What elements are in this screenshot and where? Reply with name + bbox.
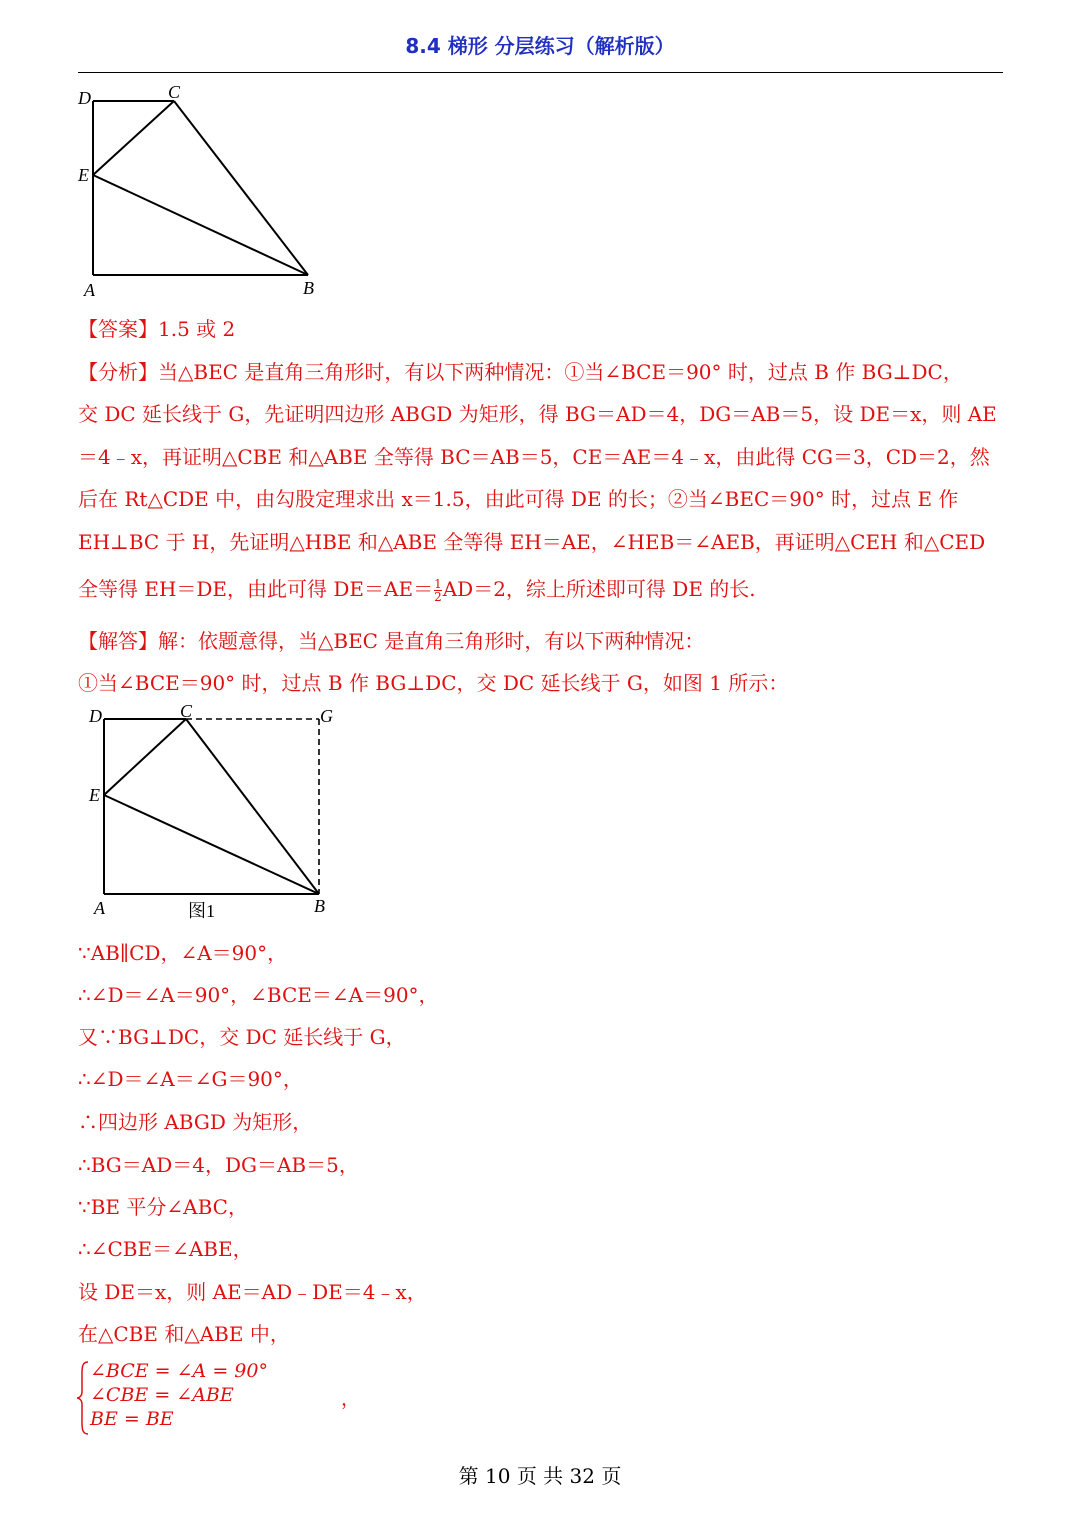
- analysis-line-4: 后在 Rt△CDE 中，由勾股定理求出 x＝1.5，由此可得 DE 的长；②当∠BEC＝90° 时，过点 E 作: [78, 487, 959, 511]
- system-row-3: BE = BE: [90, 1408, 174, 1430]
- fig1-label-e: E: [78, 165, 89, 185]
- solution-tag: 【解答】: [78, 629, 158, 653]
- solution-step-9: 设 DE＝x，则 AE＝AD﹣DE＝4﹣x，: [78, 1280, 427, 1304]
- analysis-line-2: 交 DC 延长线于 G，先证明四边形 ABGD 为矩形，得 BG＝AD＝4，DG＝AB＝5，设 DE＝x，则 AE: [78, 402, 997, 426]
- analysis-line-6: [78, 573, 756, 603]
- page-footer: 第 10 页 共 32 页: [458, 1464, 622, 1488]
- fig1-label-c: C: [168, 82, 181, 102]
- analysis-text-6b: AD＝2，综上所述即可得 DE 的长.: [442, 577, 756, 601]
- fig2-label-e: E: [89, 785, 100, 805]
- fig2-label-b: B: [314, 896, 325, 916]
- fraction-one-half: $\frac{1}{2}$: [434, 577, 442, 604]
- analysis-line-5: EH⊥BC 于 H，先证明△HBE 和△ABE 全等得 EH＝AE，∠HEB＝∠AEB，再证明△CEH 和△CED: [78, 530, 986, 554]
- fig2-label-g: G: [320, 706, 333, 726]
- figure-1: [74, 82, 334, 302]
- fig1-label-a: A: [84, 280, 95, 300]
- system-row-1: ∠BCE = ∠A = 90°: [90, 1360, 268, 1382]
- solution-step-2: ∴∠D＝∠A＝90°，∠BCE＝∠A＝90°，: [78, 983, 439, 1007]
- solution-step-8: ∴∠CBE＝∠ABE，: [78, 1237, 253, 1261]
- solution-case-1: ①当∠BCE＝90° 时，过点 B 作 BG⊥DC，交 DC 延长线于 G，如图 1 所示：: [78, 671, 789, 695]
- page-header-title: 8.4 梯形 分层练习（解析版）: [405, 34, 675, 58]
- solution-step-10: 在△CBE 和△ABE 中，: [78, 1322, 290, 1346]
- left-brace: [76, 1360, 90, 1436]
- system-row-2: ∠CBE = ∠ABE: [90, 1384, 234, 1406]
- solution-step-3: 又∵BG⊥DC，交 DC 延长线于 G，: [78, 1025, 406, 1049]
- analysis-tag: 【分析】: [78, 360, 158, 384]
- equation-system: [76, 1360, 361, 1440]
- solution-line-intro: [78, 625, 704, 654]
- solution-step-7: ∵BE 平分∠ABC，: [78, 1195, 248, 1219]
- solution-step-4: ∴∠D＝∠A＝∠G＝90°，: [78, 1067, 303, 1091]
- analysis-line-3: ＝4﹣x，再证明△CBE 和△ABE 全等得 BC＝AB＝5，CE＝AE＝4﹣x，由此得 CG＝3，CD＝2，然: [78, 445, 990, 469]
- solution-intro: 解：依题意得，当△BEC 是直角三角形时，有以下两种情况：: [158, 629, 705, 653]
- fig2-label-c: C: [180, 701, 193, 721]
- figure-2: [84, 700, 354, 925]
- answer-tag: 【答案】: [78, 317, 158, 341]
- analysis-line-1: [78, 356, 963, 385]
- answer-text: 1.5 或 2: [158, 317, 236, 341]
- fig2-label-d: D: [89, 706, 102, 726]
- fig2-caption: 图1: [188, 901, 215, 921]
- analysis-text-6a: 全等得 EH＝DE，由此可得 DE＝AE＝: [78, 577, 434, 601]
- header-divider: [78, 72, 1003, 73]
- fig1-label-b: B: [303, 278, 314, 298]
- answer-line: [78, 313, 235, 342]
- fig1-label-d: D: [78, 88, 91, 108]
- solution-step-1: ∵AB∥CD，∠A＝90°，: [78, 941, 288, 965]
- system-comma: ，: [341, 1388, 361, 1410]
- solution-step-5: ∴四边形 ABGD 为矩形，: [78, 1110, 313, 1134]
- fig2-label-a: A: [94, 898, 105, 918]
- analysis-text-1: 当△BEC 是直角三角形时，有以下两种情况：①当∠BCE＝90° 时，过点 B 作 BG⊥DC，: [158, 360, 963, 384]
- solution-step-6: ∴BG＝AD＝4，DG＝AB＝5，: [78, 1153, 359, 1177]
